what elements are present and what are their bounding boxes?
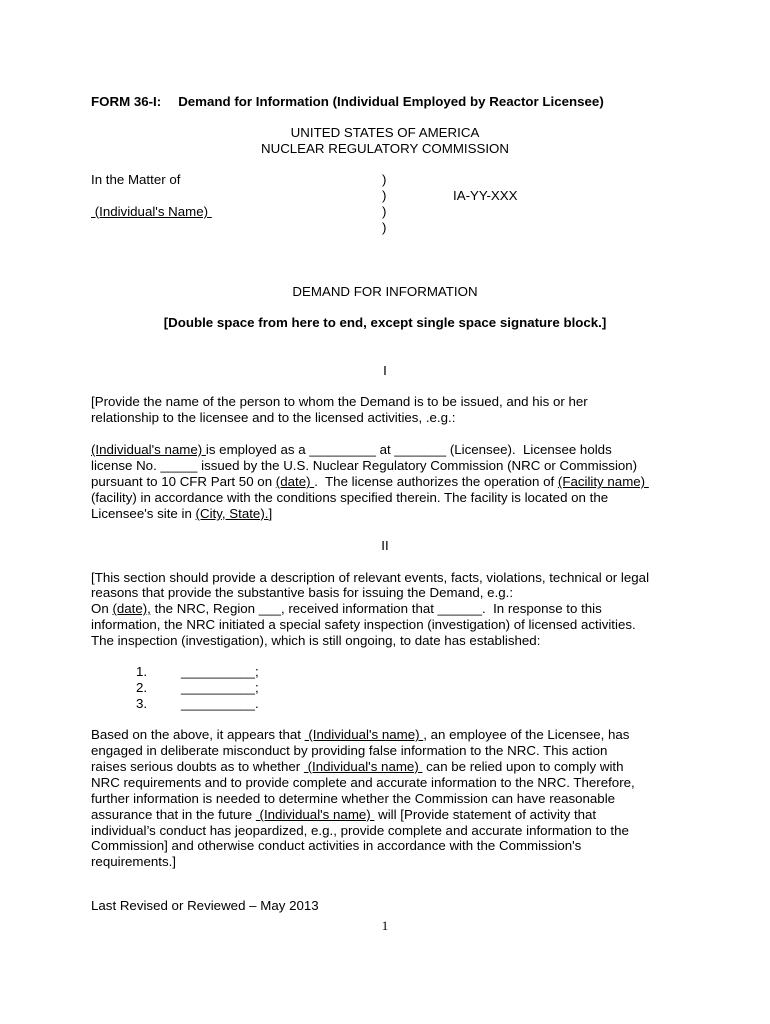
section1-line: license No. _____ issued by the U.S. Nuclear Regulatory Commission (NRC or Commission) xyxy=(91,458,638,473)
conclusion-line: individual’s conduct has jeopardized, e.g., provide complete and accurate information to the xyxy=(91,823,629,838)
form-header xyxy=(91,94,604,110)
last-revised-footer: Last Revised or Reviewed – May 2013 xyxy=(91,898,319,913)
section2-line: [This section should provide a description of relevant events, facts, violations, technical or legal xyxy=(91,570,650,585)
list-item-blank: __________; xyxy=(181,680,259,695)
text-run: Licensee's site in xyxy=(91,506,196,521)
agency-line-2: NUCLEAR REGULATORY COMMISSION xyxy=(260,141,509,156)
city-state-placeholder: (City, State). xyxy=(195,506,269,521)
text-run: the NRC, Region ___, received information that ______. In response to this xyxy=(150,601,602,616)
text-run: raises serious doubts as to whether xyxy=(91,759,304,774)
text-run: On xyxy=(91,601,113,616)
section2-line: reasons that provide the substantive basis for issuing the Demand, e.g.: xyxy=(91,585,514,600)
text-run: is employed as a _________ at _______ (Licensee). Licensee holds xyxy=(205,442,612,457)
section2-line xyxy=(91,601,602,617)
conclusion-line xyxy=(91,727,629,743)
facility-name-placeholder: (Facility name) xyxy=(557,474,649,489)
section2-line: The inspection (investigation), which is still ongoing, to date has established: xyxy=(91,633,541,648)
text-run: can be relied upon to comply with xyxy=(422,759,624,774)
section1-line: relationship to the licensee and to the licensed activities, .e.g.: xyxy=(91,410,456,425)
form-title: Demand for Information (Individual Employed by Reactor Licensee) xyxy=(178,94,604,109)
conclusion-line xyxy=(91,759,624,775)
spacing-instruction: [Double space from here to end, except single space signature block.] xyxy=(163,315,607,330)
date-placeholder: (date) xyxy=(275,474,315,489)
section2-line: information, the NRC initiated a special safety inspection (investigation) of licensed activities. xyxy=(91,617,636,632)
text-run: . The license authorizes the operation of xyxy=(314,474,558,489)
date-placeholder: (date), xyxy=(112,601,151,616)
section1-line xyxy=(91,506,272,522)
section1-line: [Provide the name of the person to whom the Demand is to be issued, and his or her xyxy=(91,394,588,409)
case-number: IA-YY-XXX xyxy=(453,188,518,203)
text-run: , an employee of the Licensee, has xyxy=(423,727,630,742)
form-number: FORM 36-I: xyxy=(91,94,162,109)
individual-name-placeholder: (Individual's name) xyxy=(91,442,206,457)
conclusion-line: requirements.] xyxy=(91,854,176,869)
text-run: will [Provide statement of activity that xyxy=(374,807,597,822)
individual-name-placeholder: (Individual's name) xyxy=(304,727,424,742)
conclusion-line: Commission] and otherwise conduct activities in accordance with the Commission's xyxy=(91,838,582,853)
text-run: assurance that in the future xyxy=(91,807,256,822)
text-run: Based on the above, it appears that xyxy=(91,727,305,742)
individual-name-placeholder: (Individual's name) xyxy=(255,807,375,822)
caption-paren: ) xyxy=(382,172,387,187)
list-item-number: 2. xyxy=(136,680,148,695)
page-number: 1 xyxy=(381,918,389,933)
section-numeral-1: I xyxy=(383,363,387,378)
document-heading: DEMAND FOR INFORMATION xyxy=(292,284,478,299)
section1-line xyxy=(91,442,612,458)
conclusion-line: engaged in deliberate misconduct by providing false information to the NRC. This action xyxy=(91,743,608,758)
individual-name-placeholder: (Individual's name) xyxy=(303,759,423,774)
caption-paren: ) xyxy=(382,220,387,235)
matter-label: In the Matter of xyxy=(91,172,181,187)
list-item-blank: __________; xyxy=(181,664,259,679)
text-run: ] xyxy=(268,506,273,521)
agency-line-1: UNITED STATES OF AMERICA xyxy=(290,125,480,140)
section1-line: (facility) in accordance with the conditions specified therein. The facility is located on the xyxy=(91,490,609,505)
caption-paren: ) xyxy=(382,188,387,203)
section-numeral-2: II xyxy=(381,538,389,553)
caption-paren: ) xyxy=(382,204,387,219)
section1-line xyxy=(91,474,649,490)
conclusion-line: further information is needed to determine whether the Commission can have reasonable xyxy=(91,791,616,806)
individual-name-placeholder: (Individual's Name) xyxy=(91,204,212,219)
list-item-blank: __________. xyxy=(181,696,259,711)
text-run: pursuant to 10 CFR Part 50 on xyxy=(91,474,276,489)
conclusion-line xyxy=(91,807,596,823)
conclusion-line: NRC requirements and to provide complete and accurate information to the NRC. Therefore, xyxy=(91,775,635,790)
list-item-number: 3. xyxy=(136,696,148,711)
list-item-number: 1. xyxy=(136,664,148,679)
